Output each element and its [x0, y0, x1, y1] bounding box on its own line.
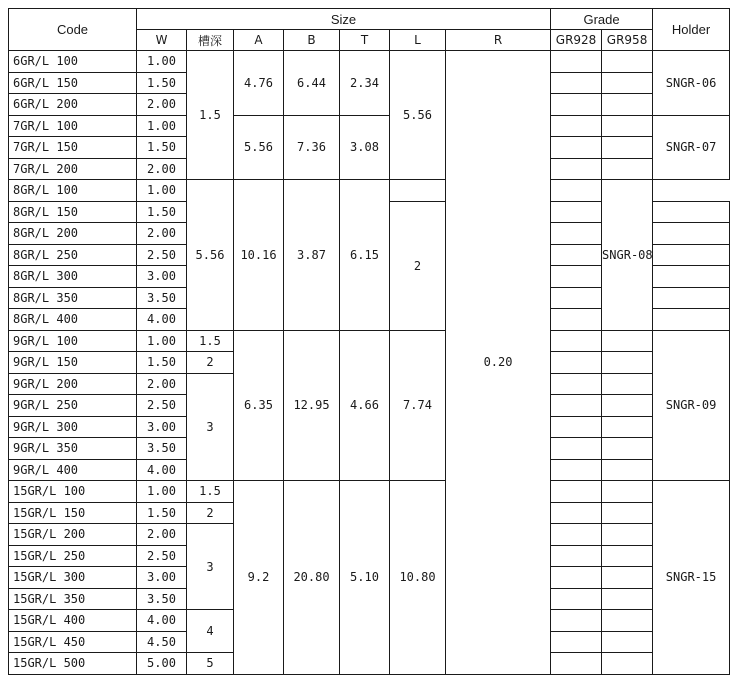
grade-gr928-cell [551, 51, 602, 73]
a-cell: 6.35 [234, 330, 284, 481]
grade-gr958-cell [653, 201, 730, 223]
depth-cell: 1.5 [187, 481, 234, 503]
depth-cell: 2 [390, 201, 446, 330]
grade-gr928-cell [551, 309, 602, 331]
grade-gr958-cell [653, 244, 730, 266]
header-r: R [446, 30, 551, 51]
code-cell: 8GR/L 200 [9, 223, 137, 245]
b-cell: 10.16 [234, 180, 284, 331]
grade-gr928-cell [551, 588, 602, 610]
grade-gr958-cell [602, 115, 653, 137]
grade-gr928-cell [551, 330, 602, 352]
w-cell: 2.00 [137, 524, 187, 546]
grade-gr928-cell [551, 459, 602, 481]
holder-cell: SNGR-15 [653, 481, 730, 675]
w-cell: 1.00 [137, 180, 187, 202]
header-gr958: GR958 [602, 30, 653, 51]
grade-gr958-cell [602, 158, 653, 180]
depth-cell: 3 [187, 373, 234, 481]
code-cell: 8GR/L 100 [9, 180, 137, 202]
grade-gr928-cell [551, 395, 602, 417]
code-cell: 15GR/L 300 [9, 567, 137, 589]
w-cell: 1.00 [137, 481, 187, 503]
header-grade: Grade [551, 9, 653, 30]
w-cell: 1.50 [137, 502, 187, 524]
code-cell: 9GR/L 350 [9, 438, 137, 460]
code-cell: 6GR/L 150 [9, 72, 137, 94]
table-row [9, 180, 730, 202]
code-cell: 8GR/L 400 [9, 309, 137, 331]
l-cell: 6.15 [340, 180, 390, 331]
w-cell: 3.00 [137, 266, 187, 288]
w-cell: 3.00 [137, 567, 187, 589]
code-cell: 15GR/L 350 [9, 588, 137, 610]
code-cell: 9GR/L 200 [9, 373, 137, 395]
grade-gr928-cell [390, 180, 446, 202]
grade-gr928-cell [551, 94, 602, 116]
grade-gr928-cell [551, 287, 602, 309]
w-cell: 4.50 [137, 631, 187, 653]
grade-gr958-cell [602, 438, 653, 460]
grade-gr928-cell [551, 545, 602, 567]
b-cell: 12.95 [284, 330, 340, 481]
w-cell: 1.50 [137, 137, 187, 159]
t-cell: 4.66 [340, 330, 390, 481]
w-cell: 3.00 [137, 416, 187, 438]
w-cell: 1.00 [137, 330, 187, 352]
code-cell: 9GR/L 300 [9, 416, 137, 438]
w-cell: 2.00 [137, 373, 187, 395]
header-holder: Holder [653, 9, 730, 51]
depth-cell: 5 [187, 653, 234, 675]
header-depth: 槽深 [187, 30, 234, 51]
grade-gr958-cell [602, 416, 653, 438]
grade-gr928-cell [551, 610, 602, 632]
code-cell: 8GR/L 150 [9, 201, 137, 223]
grade-gr958-cell [602, 567, 653, 589]
grade-gr958-cell [602, 653, 653, 675]
grade-gr928-cell [551, 481, 602, 503]
grade-gr958-cell [602, 51, 653, 73]
grade-gr958-cell [653, 287, 730, 309]
code-cell: 6GR/L 100 [9, 51, 137, 73]
w-cell: 1.00 [137, 51, 187, 73]
grade-gr958-cell [653, 309, 730, 331]
grade-gr958-cell [602, 631, 653, 653]
a-cell: 9.2 [234, 481, 284, 675]
l-cell: 7.74 [390, 330, 446, 481]
header-a: A [234, 30, 284, 51]
depth-cell: 2 [187, 352, 234, 374]
depth-cell: 2 [187, 502, 234, 524]
w-cell: 3.50 [137, 438, 187, 460]
w-cell: 4.00 [137, 610, 187, 632]
grade-gr958-cell [602, 373, 653, 395]
table-body [9, 9, 730, 675]
grade-gr928-cell [551, 244, 602, 266]
code-cell: 9GR/L 250 [9, 395, 137, 417]
holder-cell: SNGR-09 [653, 330, 730, 481]
grade-gr928-cell [551, 438, 602, 460]
code-cell: 15GR/L 250 [9, 545, 137, 567]
grade-gr958-cell [602, 330, 653, 352]
grade-gr958-cell [602, 502, 653, 524]
w-cell: 2.50 [137, 244, 187, 266]
t-cell: 3.87 [284, 180, 340, 331]
table-row [9, 51, 730, 73]
code-cell: 15GR/L 150 [9, 502, 137, 524]
code-cell: 15GR/L 200 [9, 524, 137, 546]
code-cell: 9GR/L 100 [9, 330, 137, 352]
a-cell: 4.76 [234, 51, 284, 116]
table-row [9, 481, 730, 503]
code-cell: 15GR/L 450 [9, 631, 137, 653]
w-cell: 1.50 [137, 201, 187, 223]
grade-gr928-cell [551, 201, 602, 223]
a-cell: 5.56 [234, 115, 284, 180]
code-cell: 7GR/L 100 [9, 115, 137, 137]
grade-gr958-cell [602, 481, 653, 503]
code-cell: 9GR/L 400 [9, 459, 137, 481]
grade-gr928-cell [551, 502, 602, 524]
header-gr928: GR928 [551, 30, 602, 51]
w-cell: 2.00 [137, 223, 187, 245]
grade-gr958-cell [602, 137, 653, 159]
header-row-1 [9, 9, 730, 30]
header-size: Size [137, 9, 551, 30]
b-cell: 7.36 [284, 115, 340, 180]
l-cell: 10.80 [390, 481, 446, 675]
table-row [9, 115, 730, 137]
t-cell: 5.10 [340, 481, 390, 675]
grade-gr958-cell [602, 94, 653, 116]
grade-gr928-cell [551, 373, 602, 395]
w-cell: 1.50 [137, 352, 187, 374]
header-w: W [137, 30, 187, 51]
l-cell: 5.56 [390, 51, 446, 180]
w-cell: 2.00 [137, 158, 187, 180]
grade-gr958-cell [602, 588, 653, 610]
grade-gr958-cell [602, 459, 653, 481]
r-cell: 0.20 [446, 51, 551, 675]
grade-gr928-cell [551, 524, 602, 546]
header-code: Code [9, 9, 137, 51]
w-cell: 1.50 [137, 72, 187, 94]
grade-gr928-cell [551, 416, 602, 438]
code-cell: 7GR/L 200 [9, 158, 137, 180]
grade-gr928-cell [551, 631, 602, 653]
code-cell: 8GR/L 300 [9, 266, 137, 288]
w-cell: 2.00 [137, 94, 187, 116]
header-b: B [284, 30, 340, 51]
w-cell: 2.50 [137, 545, 187, 567]
grade-gr928-cell [551, 115, 602, 137]
grade-gr928-cell [551, 266, 602, 288]
grade-gr958-cell [602, 545, 653, 567]
b-cell: 6.44 [284, 51, 340, 116]
w-cell: 4.00 [137, 309, 187, 331]
grade-gr928-cell [551, 158, 602, 180]
depth-cell: 4 [187, 610, 234, 653]
grade-gr958-cell [551, 180, 602, 202]
code-cell: 9GR/L 150 [9, 352, 137, 374]
code-cell: 15GR/L 400 [9, 610, 137, 632]
grade-gr958-cell [602, 395, 653, 417]
holder-cell: SNGR-06 [653, 51, 730, 116]
a-cell: 5.56 [187, 180, 234, 331]
holder-cell: SNGR-08 [602, 180, 653, 331]
code-cell: 15GR/L 100 [9, 481, 137, 503]
header-t: T [340, 30, 390, 51]
grade-gr958-cell [653, 223, 730, 245]
grade-gr958-cell [602, 72, 653, 94]
grade-gr928-cell [551, 352, 602, 374]
depth-cell: 3 [187, 524, 234, 610]
code-cell: 8GR/L 350 [9, 287, 137, 309]
w-cell: 3.50 [137, 287, 187, 309]
grade-gr928-cell [551, 223, 602, 245]
table-row [9, 330, 730, 352]
depth-cell: 1.5 [187, 330, 234, 352]
code-cell: 15GR/L 500 [9, 653, 137, 675]
w-cell: 5.00 [137, 653, 187, 675]
code-cell: 8GR/L 250 [9, 244, 137, 266]
depth-cell: 1.5 [187, 51, 234, 180]
t-cell: 3.08 [340, 115, 390, 180]
grade-gr928-cell [551, 653, 602, 675]
code-cell: 6GR/L 200 [9, 94, 137, 116]
grade-gr928-cell [551, 72, 602, 94]
holder-cell: SNGR-07 [653, 115, 730, 180]
header-l: L [390, 30, 446, 51]
grade-gr958-cell [602, 524, 653, 546]
w-cell: 1.00 [137, 115, 187, 137]
grade-gr958-cell [602, 352, 653, 374]
grade-gr958-cell [602, 610, 653, 632]
grade-gr928-cell [551, 137, 602, 159]
w-cell: 2.50 [137, 395, 187, 417]
t-cell: 2.34 [340, 51, 390, 116]
grade-gr958-cell [653, 266, 730, 288]
grade-gr928-cell [551, 567, 602, 589]
w-cell: 4.00 [137, 459, 187, 481]
b-cell: 20.80 [284, 481, 340, 675]
w-cell: 3.50 [137, 588, 187, 610]
code-cell: 7GR/L 150 [9, 137, 137, 159]
spec-table [8, 8, 730, 675]
